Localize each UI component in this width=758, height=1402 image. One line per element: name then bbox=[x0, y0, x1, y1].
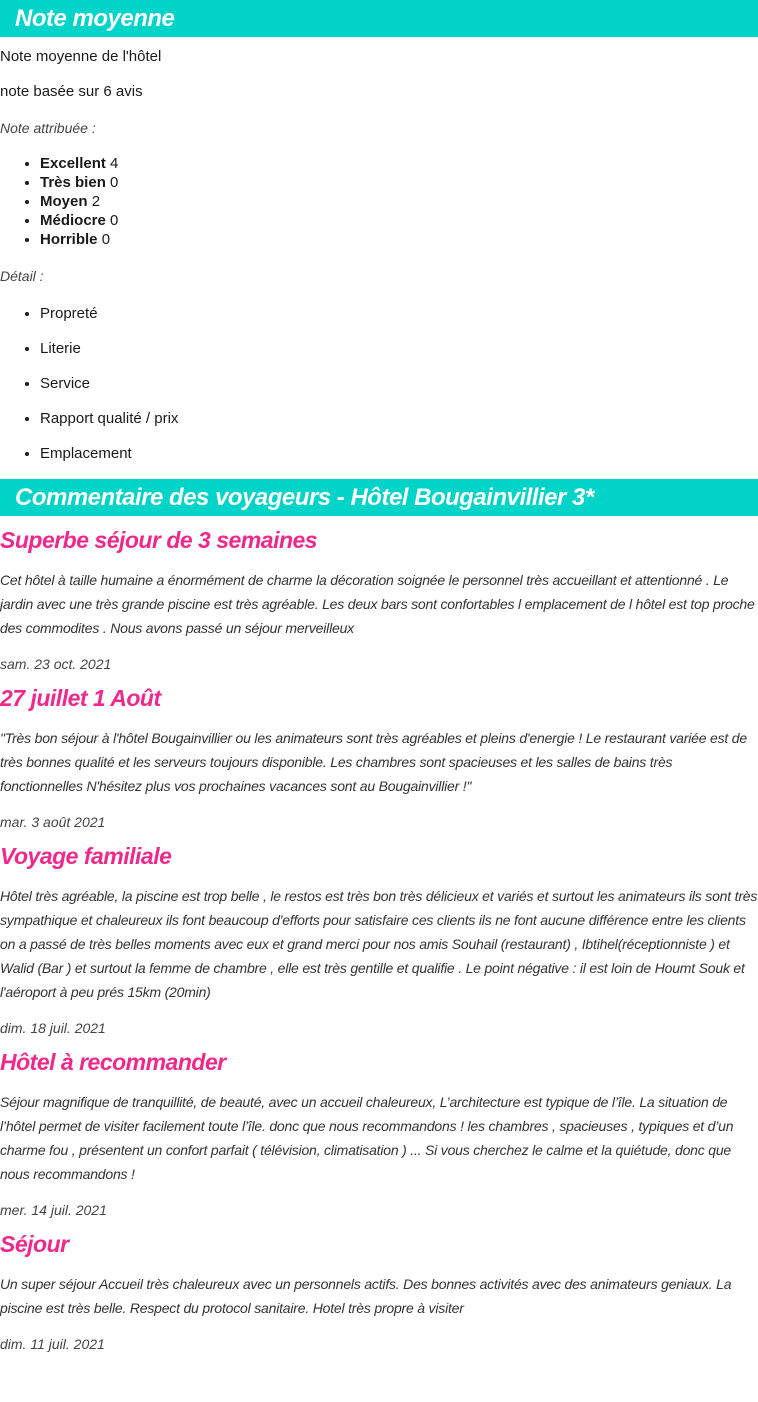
review-date: mer. 14 juil. 2021 bbox=[0, 1202, 107, 1218]
review-text: "Très bon séjour à l'hôtel Bougainvillier ou les animateurs sont très agréables et pleins d'energie ! Le restaurant variée est de très bonnes qualité et les serveurs toujours disponible. Les chambres sont spacieuses et les salles de bains très fonctionnelles N'hésitez plus vos prochaines vacances sont au Bougainvillier !" bbox=[0, 730, 747, 794]
detail-item-rapport-qualite-prix: • Rapport qualité / prix bbox=[40, 409, 758, 428]
section-header-rating: Note moyenne bbox=[0, 0, 758, 37]
section-header-reviews: Commentaire des voyageurs - Hôtel Bougainvillier 3* bbox=[0, 479, 758, 516]
review-text: Cet hôtel à taille humaine a énormément de charme la décoration soignée le personnel très accueillant et attentionné . Le jardin avec une très grande piscine est très agréable. Les deux bars sont confortables l emplacement de l hôtel est top proche des commodites . Nous avons passé un séjour merveilleux bbox=[0, 572, 755, 636]
reviews-section bbox=[0, 479, 758, 1354]
review-title: Voyage familiale bbox=[0, 843, 172, 869]
rating-item-horrible: • Horrible 0 bbox=[40, 230, 758, 249]
review-date: dim. 11 juil. 2021 bbox=[0, 1336, 105, 1352]
review-item bbox=[0, 684, 758, 832]
rating-item-excellent: • Excellent 4 bbox=[40, 154, 758, 173]
hotel-average-label: Note moyenne de l'hôtel bbox=[0, 48, 162, 65]
review-text: Hôtel très agréable, la piscine est trop belle , le restos est très bon très délicieux et variés et surtout les animateurs ils sont très sympathique et chaleureux ils font beaucoup d'efforts pour satisfaire ces clients ils ne font aucune différence entre les clients on a passé de très belles moments avec eux et grand merci pour nos amis Souhail (restaurant) , Ibtihel(réceptionniste ) et Walid (Bar ) et surtout la femme de chambre , elle est très gentille et qualifie . Le point négative : il est loin de Houmt Souk et l'aéroport à peu prés 15km (20min) bbox=[0, 888, 758, 1000]
reviews-count-text: note basée sur 6 avis bbox=[0, 83, 143, 100]
review-title: Superbe séjour de 3 semaines bbox=[0, 527, 318, 553]
detail-item-literie: • Literie bbox=[40, 339, 758, 358]
detail-label: Détail : bbox=[0, 268, 44, 284]
review-text: Un super séjour Accueil très chaleureux avec un personnels actifs. Des bonnes activités avec des animateurs geniaux. La piscine est très belle. Respect du protocol sanitaire. Hotel très propre à visiter bbox=[0, 1276, 732, 1316]
review-item bbox=[0, 842, 758, 1038]
assigned-rating-label: Note attribuée : bbox=[0, 120, 96, 136]
review-text: Séjour magnifique de tranquillité, de beauté, avec un accueil chaleureux, L’architecture est typique de l’île. La situation de l’hôtel permet de visiter facilement toute l’île. donc que nous recommandons ! les chambres , spacieuses , typiques et d’un charme fou , présentent un confort parfait ( télévision, climatisation ) ... Si vous cherchez le calme et la quiétude, donc que nous recommandons ! bbox=[0, 1094, 734, 1182]
rating-item-mediocre: • Médiocre 0 bbox=[40, 211, 758, 230]
review-item bbox=[0, 526, 758, 674]
detail-list bbox=[0, 304, 758, 463]
review-date: dim. 18 juil. 2021 bbox=[0, 1020, 106, 1036]
review-title: Hôtel à recommander bbox=[0, 1049, 226, 1075]
rating-section bbox=[0, 0, 758, 463]
rating-breakdown-list bbox=[0, 154, 758, 249]
review-title: Séjour bbox=[0, 1231, 69, 1257]
rating-item-moyen: • Moyen 2 bbox=[40, 192, 758, 211]
rating-item-tres-bien: • Très bien 0 bbox=[40, 173, 758, 192]
review-title: 27 juillet 1 Août bbox=[0, 685, 161, 711]
review-item bbox=[0, 1230, 758, 1354]
review-date: sam. 23 oct. 2021 bbox=[0, 656, 112, 672]
detail-item-emplacement: • Emplacement bbox=[40, 444, 758, 463]
detail-item-proprete: • Propreté bbox=[40, 304, 758, 323]
review-date: mar. 3 août 2021 bbox=[0, 814, 106, 830]
detail-item-service: • Service bbox=[40, 374, 758, 393]
review-item bbox=[0, 1048, 758, 1220]
